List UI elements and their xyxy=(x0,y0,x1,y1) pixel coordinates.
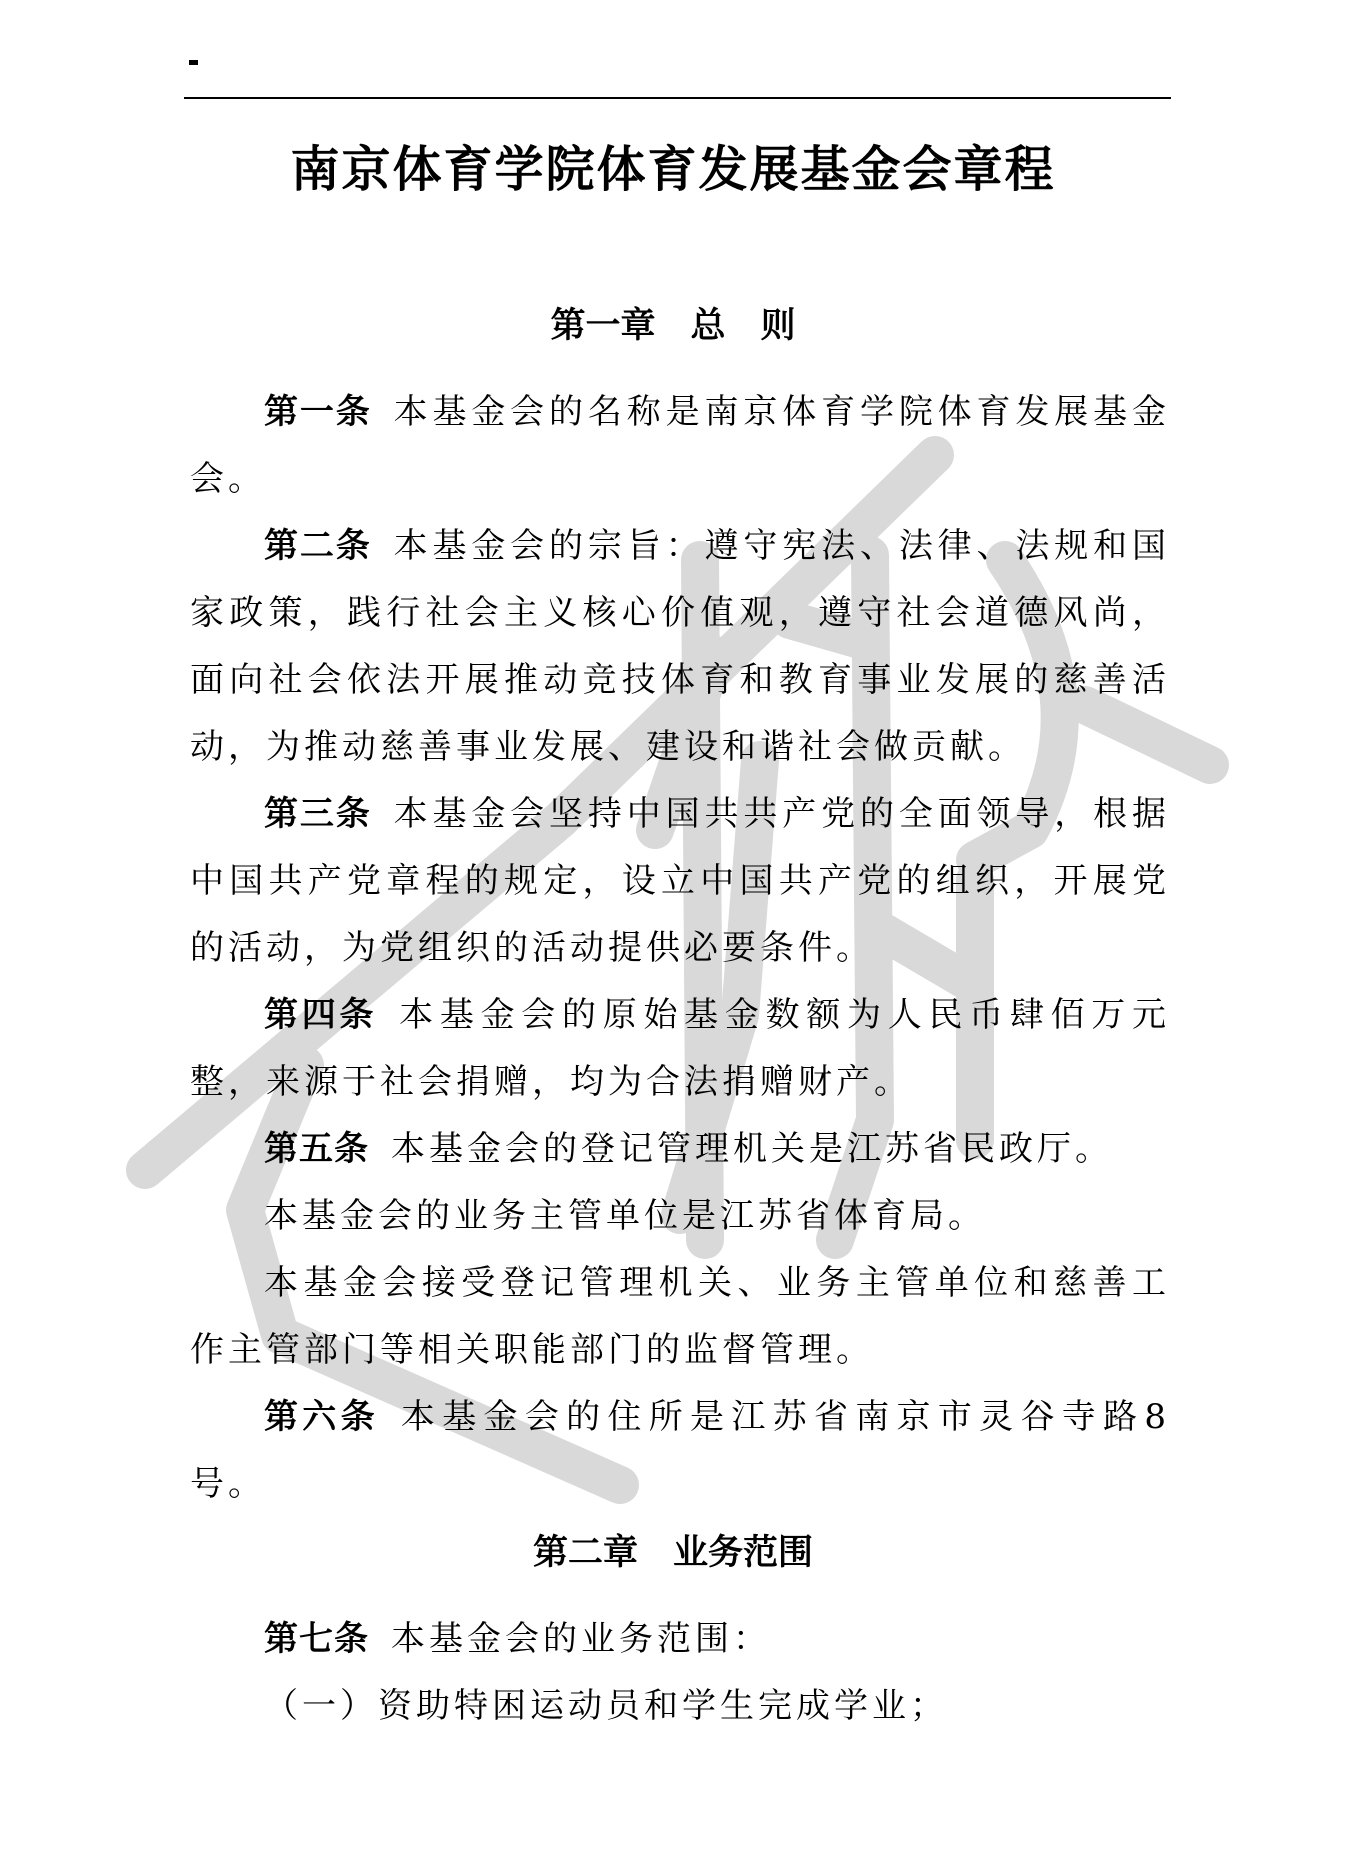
article-paragraph xyxy=(190,379,1170,513)
article-paragraph: 本基金会接受登记管理机关、业务主管单位和慈善工作主管部门等相关职能部门的监督管理。 xyxy=(190,1263,1170,1370)
article-label: 第三条 xyxy=(264,794,372,834)
article-label: 第五条 xyxy=(264,1129,369,1169)
article-text: 本基金会的原始基金数额为人民币肆佰万元整，来源于社会捐赠，均为合法捐赠财产。 xyxy=(190,995,1171,1102)
document-title: 南京体育学院体育发展基金会章程 xyxy=(290,141,1056,198)
article-label: 第四条 xyxy=(264,995,378,1035)
article-paragraph: 本基金会的业务主管单位是江苏省体育局。 xyxy=(264,1196,986,1236)
header-mark xyxy=(189,60,198,65)
article-paragraph xyxy=(190,1384,1170,1518)
article-text: 本基金会的登记管理机关是江苏省民政厅。 xyxy=(391,1129,1113,1169)
chapter-heading: 第二章 业务范围 xyxy=(532,1533,813,1573)
article-label: 第七条 xyxy=(264,1619,369,1659)
article-text: 本基金会的住所是江苏省南京市灵谷寺路8号。 xyxy=(190,1397,1171,1504)
header-rule xyxy=(184,97,1171,99)
article-label: 第二条 xyxy=(264,526,372,566)
article-text: 本基金会的宗旨：遵守宪法、法律、法规和国家政策，践行社会主义核心价值观，遵守社会道德风尚，面向社会依法开展推动竞技体育和教育事业发展的慈善活动，为推动慈善事业发展、建设和谐社会做贡献。 xyxy=(190,526,1171,767)
article-paragraph xyxy=(190,513,1170,781)
article-paragraph xyxy=(190,1606,1170,1673)
article-text: 本基金会坚持中国共共产党的全面领导，根据中国共产党章程的规定，设立中国共产党的组织，开展党的活动，为党组织的活动提供必要条件。 xyxy=(190,794,1171,968)
article-text: 本基金会的名称是南京体育学院体育发展基金会。 xyxy=(190,392,1171,499)
article-paragraph xyxy=(190,781,1170,982)
chapter-heading: 第一章 总 则 xyxy=(550,306,796,346)
article-label: 第一条 xyxy=(264,392,372,432)
article-paragraph xyxy=(190,1116,1170,1183)
article-text: 本基金会的业务范围： xyxy=(391,1619,771,1659)
list-item: （一）资助特困运动员和学生完成学业； xyxy=(264,1686,948,1726)
article-paragraph xyxy=(190,982,1170,1116)
article-label: 第六条 xyxy=(264,1397,379,1437)
